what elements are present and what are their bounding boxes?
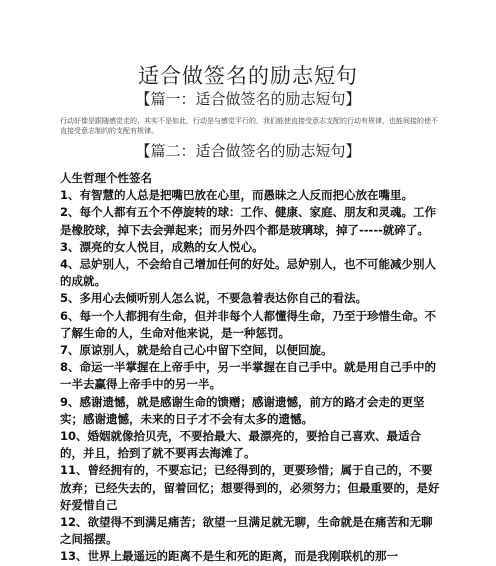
page-title: 适合做签名的励志短句 xyxy=(138,64,358,88)
section-one-heading: 【篇一：适合做签名的励志短句】 xyxy=(135,90,361,108)
list-item: 5、多用心去倾听别人怎么说，不要急着表达你自己的看法。 xyxy=(60,291,367,306)
list-item: 9、感谢遗憾，就是感谢生命的馈赠；感谢遗憾，前方的路才会走的更坚实；感谢遗憾，未来的日子才不会有太多的遗憾。 xyxy=(60,394,425,426)
list-item: 12、欲望得不到满足痛苦；欲望一旦满足就无聊，生命就是在痛苦和无聊之间摇摆。 xyxy=(60,515,433,547)
list-item: 4、忌妒别人，不会给自己增加任何的好处。忌妒别人，也不可能减少别人的成就。 xyxy=(60,257,436,289)
list-item: 10、婚姻就像拾贝壳，不要拾最大、最漂亮的，要拾自己喜欢、最适合的，并且，拾到了就不要再去海滩了。 xyxy=(60,429,421,461)
list-item: 13、世界上最遥远的距离不是生和死的距离，而是我刚联机的那一 xyxy=(60,549,398,564)
list-item: 1、有智慧的人总是把嘴巴放在心里，而愚昧之人反而把心放在嘴里。 xyxy=(60,188,413,203)
section-two-heading: 【篇二：适合做签名的励志短句】 xyxy=(135,142,361,160)
section-two-body xyxy=(60,170,440,566)
section-two-subheading: 人生哲理个性签名 xyxy=(60,171,152,185)
list-item: 8、命运一半掌握在上帝手中，另一半掌握在自己手中。就是用自己手中的一半去赢得上帝手中的另一半。 xyxy=(60,360,436,392)
list-item: 3、漂亮的女人悦目，成熟的女人悦心。 xyxy=(60,239,264,254)
section-one-text: 行动好像是跟随感觉走的，其实不是如此，行动是与感觉平行的，我们能使直接受意志支配的行动有规律，也能间接的使不直接受意志制约的支配有规律。 xyxy=(60,117,438,135)
list-item: 11、曾经拥有的，不要忘记；已经得到的，更要珍惜；属于自己的，不要放弃；已经失去的，留着回忆；想要得到的，必须努力；但最重要的，是好好爱惜自己 xyxy=(60,463,440,512)
list-item: 7、原谅别人，就是给自己心中留下空间，以便回旋。 xyxy=(60,343,333,358)
list-item: 2、每个人都有五个不停旋转的球：工作、健康、家庭、朋友和灵魂。工作是橡胶球，掉下去会弹起来；而另外四个都是玻璃球，掉了-----就碎了。 xyxy=(60,205,436,237)
list-item: 6、每一个人都拥有生命，但并非每个人都懂得生命，乃至于珍惜生命。不了解生命的人，生命对他来说，是一种惩罚。 xyxy=(60,308,436,340)
